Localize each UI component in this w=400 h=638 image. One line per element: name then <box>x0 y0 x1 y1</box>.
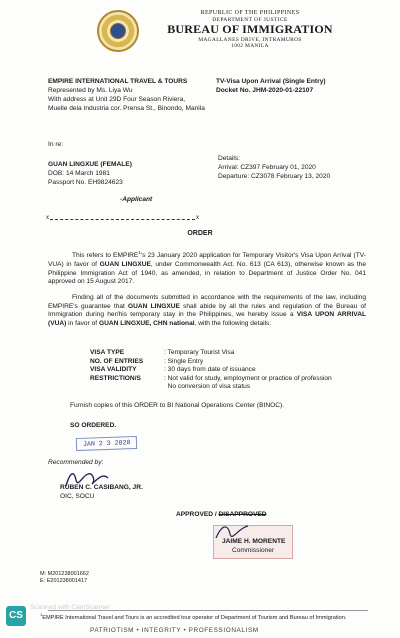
so-ordered: SO ORDERED. <box>70 422 117 429</box>
seal-center <box>110 23 126 39</box>
city-line: 1002 MANILA <box>231 43 269 50</box>
p2-d: , with the following details: <box>194 320 272 328</box>
code-m: M: M201238001662 <box>40 571 89 577</box>
p1-name: GUAN LINGXUE <box>99 260 151 268</box>
p2-b: shall abide by all the rules and regulation of the Bureau of Immigration during her/his temporary stay in the Philippines, we hereby issue a <box>48 302 366 319</box>
docket-number: Docket No. JHM-2020-01-22107 <box>216 87 314 94</box>
divider-line <box>50 219 195 220</box>
applicant-label: -Applicant <box>120 196 153 203</box>
detail-key: VISA TYPE <box>90 349 125 356</box>
detail-value: : Not valid for study, employment or practice of profession <box>164 374 332 382</box>
table-row <box>90 358 394 367</box>
table-row <box>90 349 394 358</box>
detail-key <box>90 383 164 392</box>
arrival-detail: Arrival: CZ397 February 01, 2020 <box>218 164 316 171</box>
p1-a: This refers to EMPIRE <box>72 252 139 260</box>
table-row <box>90 366 394 375</box>
recommended-label: Recommended by: <box>48 459 104 466</box>
detail-value: : Temporary Tourist Visa <box>164 349 235 356</box>
detail-key: NO. OF ENTRIES <box>90 357 144 365</box>
visa-details-table <box>90 349 394 392</box>
party-address-1: With address at Unit 29D Four Season Riviera, <box>48 96 186 103</box>
in-re-label: In re: <box>48 141 64 148</box>
footnote <box>40 612 366 622</box>
commissioner-title: Commissioner <box>232 547 275 554</box>
p2-c: in favor of <box>66 320 99 328</box>
recommender-name: RUBEN C. CASIBANG, JR. <box>60 484 143 491</box>
approved-label: APPROVED / <box>176 511 219 518</box>
details-label: Details: <box>218 155 240 162</box>
department-line: DEPARTMENT OF JUSTICE <box>212 16 288 23</box>
p1-footnote-ref: 1 <box>138 250 141 255</box>
motto: PATRIOTISM • INTEGRITY • PROFESSIONALISM <box>90 627 259 634</box>
p1-c: , under Commonwealth Act. No. 613 (CA 613), otherwise known as the Philippine Immigration Act of 1940, as amended, in relation to Department of Justice Order No. 041 approved on 15 August 2017. <box>48 260 367 286</box>
represented-by: Represented by Ms. Liya Wu <box>48 87 133 94</box>
case-type: TV-Visa Upon Arrival (Single Entry) <box>216 78 326 85</box>
p2-name: GUAN LINGXUE <box>128 302 180 310</box>
p2-a: Finding all of the documents submitted in accordance with the requirements of the law, including EMPIRE's guarantee that <box>48 294 366 310</box>
dash-start-mark: x <box>46 215 49 221</box>
code-e: E: E201238001417 <box>40 578 88 584</box>
detail-value: No conversion of visa status <box>164 383 251 391</box>
paragraph-application <box>48 250 366 287</box>
footnote-mark: 1 <box>40 612 43 617</box>
detail-value: : 30 days from date of issuance <box>164 366 256 374</box>
company-name: EMPIRE INTERNATIONAL TRAVEL & TOURS <box>48 78 188 85</box>
commissioner-name: JAIME H. MORENTE <box>222 538 286 545</box>
dash-end-mark: x <box>196 215 199 221</box>
p2-visa: VISA UPON ARRIVAL (VUA) <box>48 311 366 328</box>
republic-line: REPUBLIC OF THE PHILIPPINES <box>200 10 300 16</box>
camscanner-watermark: Scanned with CamScanner <box>30 604 110 611</box>
detail-value: : Single Entry <box>164 357 204 365</box>
table-row <box>90 383 394 392</box>
p2-name2: GUAN LINGXUE, CHN national <box>98 320 195 328</box>
party-address-2: Muelle dela Industria cor. Prensa St., Binondo, Manila <box>48 105 205 112</box>
furnish-note: Furnish copies of this ORDER to BI National Operations Center (BINOC). <box>70 402 285 409</box>
recommender-title: OIC, SOCU <box>60 493 95 500</box>
address-line: MAGALLANES DRIVE, INTRAMUROS <box>198 37 302 43</box>
date-stamp: JAN 2 3 2020 <box>76 436 138 451</box>
paragraph-findings <box>48 294 366 329</box>
applicant-name: GUAN LINGXUE (FEMALE) <box>48 161 132 168</box>
letterhead <box>150 10 350 50</box>
p1-b: 's 23 January 2020 application for Temporary Visitor's Visa Upon Arrival (TV-VUA) in favor of <box>48 252 366 268</box>
disapproved-label: DISAPPROVED <box>218 511 267 518</box>
bureau-line: BUREAU OF IMMIGRATION <box>167 22 333 37</box>
order-title: ORDER <box>187 230 213 237</box>
table-row <box>90 375 394 384</box>
approval-line <box>176 511 267 520</box>
detail-key: VISA VALIDITY <box>90 366 137 374</box>
applicant-dob: DOB: 14 March 1981 <box>48 170 110 177</box>
camscanner-logo-icon: CS <box>6 606 26 626</box>
footnote-text: EMPIRE International Travel and Tours is an accredited tour operator of Department of Tourism and Bureau of Immigration. <box>42 614 347 621</box>
detail-key: RESTRICTION/S <box>90 374 141 382</box>
bureau-seal-icon <box>97 10 139 52</box>
applicant-passport: Passport No. EH9824623 <box>48 179 123 186</box>
departure-detail: Departure: CZ3078 February 13, 2020 <box>218 173 331 180</box>
